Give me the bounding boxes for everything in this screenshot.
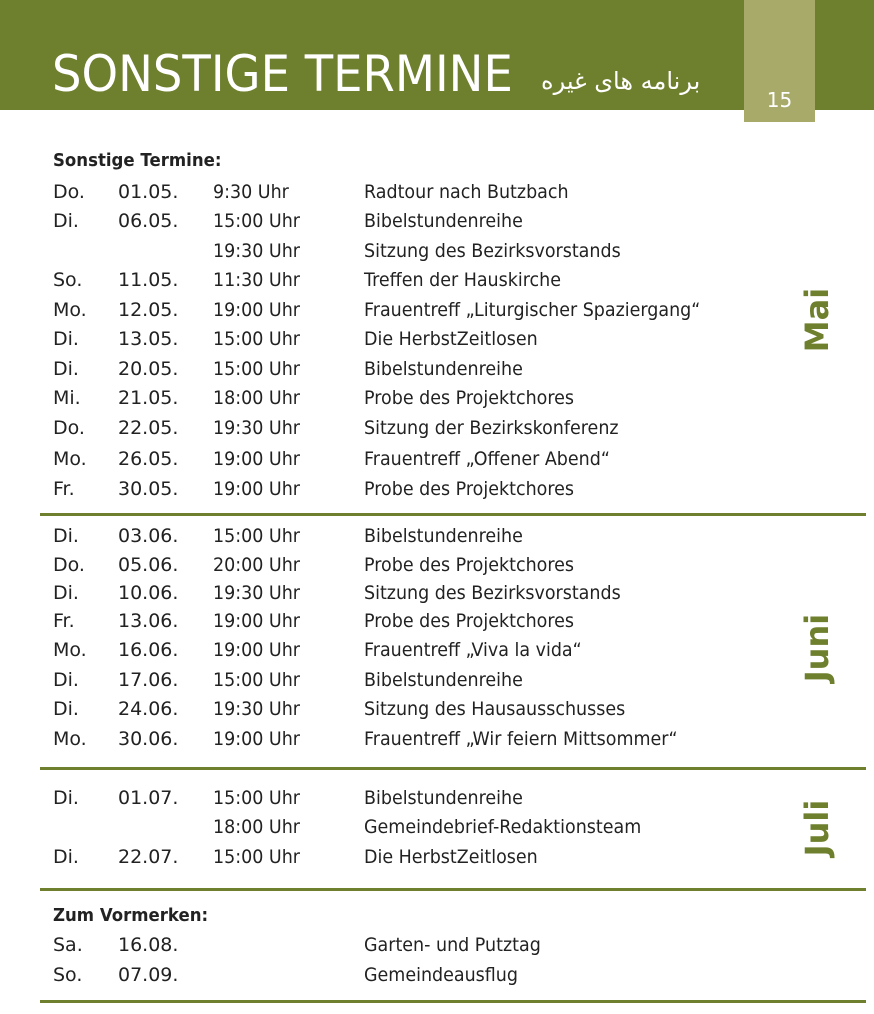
event-day: So. — [53, 269, 83, 291]
event-time: 18:00 Uhr — [213, 387, 300, 409]
event-time: 19:00 Uhr — [213, 478, 300, 500]
event-day: Do. — [53, 554, 85, 576]
event-event: Bibelstundenreihe — [364, 669, 523, 691]
event-event: Probe des Projektchores — [364, 478, 575, 500]
event-day: Di. — [53, 669, 79, 691]
event-day: So. — [53, 964, 83, 986]
event-date: 30.05. — [118, 478, 179, 500]
event-time: 9:30 Uhr — [213, 181, 289, 203]
event-time: 15:00 Uhr — [213, 210, 300, 232]
event-event: Probe des Projektchores — [364, 387, 575, 409]
event-event: Treffen der Hauskirche — [364, 269, 561, 291]
event-event: Probe des Projektchores — [364, 610, 575, 632]
event-time: 15:00 Uhr — [213, 846, 300, 868]
event-date: 24.06. — [118, 698, 179, 720]
event-date: 16.08. — [118, 934, 179, 956]
event-time: 19:30 Uhr — [213, 582, 300, 604]
event-date: 22.07. — [118, 846, 179, 868]
divider — [40, 767, 866, 770]
event-event: Bibelstundenreihe — [364, 358, 523, 380]
event-date: 17.06. — [118, 669, 179, 691]
event-date: 20.05. — [118, 358, 179, 380]
event-event: Gemeindeausflug — [364, 964, 518, 986]
event-day: Di. — [53, 787, 79, 809]
event-time: 19:00 Uhr — [213, 639, 300, 661]
month-label-june: Juni — [798, 613, 836, 683]
event-event: Frauentreff „Wir feiern Mittsommer“ — [364, 728, 678, 750]
event-day: Mo. — [53, 639, 87, 661]
event-date: 03.06. — [118, 525, 179, 547]
event-day: Di. — [53, 846, 79, 868]
event-event: Die HerbstZeitlosen — [364, 328, 538, 350]
divider — [40, 1000, 866, 1003]
event-day: Sa. — [53, 934, 83, 956]
event-date: 30.06. — [118, 728, 179, 750]
event-event: Gemeindebrief-Redaktionsteam — [364, 816, 642, 838]
event-event: Die HerbstZeitlosen — [364, 846, 538, 868]
event-time: 20:00 Uhr — [213, 554, 300, 576]
event-time: 19:00 Uhr — [213, 448, 300, 470]
event-time: 15:00 Uhr — [213, 328, 300, 350]
event-day: Mo. — [53, 299, 87, 321]
event-day: Di. — [53, 210, 79, 232]
event-event: Frauentreff „Liturgischer Spaziergang“ — [364, 299, 701, 321]
event-event: Garten- und Putztag — [364, 934, 541, 956]
page-number: 15 — [766, 88, 793, 112]
event-day: Fr. — [53, 610, 75, 632]
month-label-july: Juli — [798, 799, 836, 857]
divider — [40, 888, 866, 891]
event-date: 26.05. — [118, 448, 179, 470]
section-heading: Sonstige Termine: — [53, 150, 222, 171]
event-event: Sitzung des Hausausschusses — [364, 698, 626, 720]
event-time: 19:00 Uhr — [213, 728, 300, 750]
event-time: 15:00 Uhr — [213, 669, 300, 691]
event-event: Frauentreff „Offener Abend“ — [364, 448, 610, 470]
divider — [40, 513, 866, 516]
event-date: 06.05. — [118, 210, 179, 232]
event-time: 19:30 Uhr — [213, 417, 300, 439]
event-event: Bibelstundenreihe — [364, 787, 523, 809]
event-date: 05.06. — [118, 554, 179, 576]
event-day: Di. — [53, 358, 79, 380]
event-time: 19:30 Uhr — [213, 698, 300, 720]
event-time: 19:00 Uhr — [213, 610, 300, 632]
event-day: Do. — [53, 181, 85, 203]
event-date: 13.06. — [118, 610, 179, 632]
event-date: 12.05. — [118, 299, 179, 321]
event-time: 19:30 Uhr — [213, 240, 300, 262]
event-event: Radtour nach Butzbach — [364, 181, 569, 203]
event-time: 15:00 Uhr — [213, 787, 300, 809]
event-day: Di. — [53, 525, 79, 547]
event-date: 13.05. — [118, 328, 179, 350]
event-day: Fr. — [53, 478, 75, 500]
page-header — [0, 0, 874, 110]
event-day: Di. — [53, 698, 79, 720]
event-day: Mo. — [53, 448, 87, 470]
event-time: 18:00 Uhr — [213, 816, 300, 838]
event-date: 07.09. — [118, 964, 179, 986]
event-event: Frauentreff „Viva la vida“ — [364, 639, 582, 661]
event-event: Sitzung des Bezirksvorstands — [364, 240, 621, 262]
event-day: Mi. — [53, 387, 81, 409]
event-event: Sitzung der Bezirkskonferenz — [364, 417, 619, 439]
event-event: Bibelstundenreihe — [364, 210, 523, 232]
event-day: Do. — [53, 417, 85, 439]
event-event: Probe des Projektchores — [364, 554, 575, 576]
page-number-tab — [744, 0, 815, 122]
reminder-heading: Zum Vormerken: — [53, 905, 209, 926]
event-time: 15:00 Uhr — [213, 525, 300, 547]
page-subtitle-persian: برنامه های غیره — [541, 67, 701, 95]
event-day: Mo. — [53, 728, 87, 750]
event-event: Bibelstundenreihe — [364, 525, 523, 547]
event-date: 11.05. — [118, 269, 179, 291]
event-time: 15:00 Uhr — [213, 358, 300, 380]
page-title: SONSTIGE TERMINE — [52, 45, 513, 103]
event-date: 21.05. — [118, 387, 179, 409]
event-date: 10.06. — [118, 582, 179, 604]
event-date: 01.07. — [118, 787, 179, 809]
event-date: 01.05. — [118, 181, 179, 203]
event-event: Sitzung des Bezirksvorstands — [364, 582, 621, 604]
event-date: 22.05. — [118, 417, 179, 439]
month-label-may: Mai — [798, 287, 836, 353]
event-day: Di. — [53, 328, 79, 350]
event-day: Di. — [53, 582, 79, 604]
event-time: 19:00 Uhr — [213, 299, 300, 321]
event-time: 11:30 Uhr — [213, 269, 300, 291]
event-date: 16.06. — [118, 639, 179, 661]
